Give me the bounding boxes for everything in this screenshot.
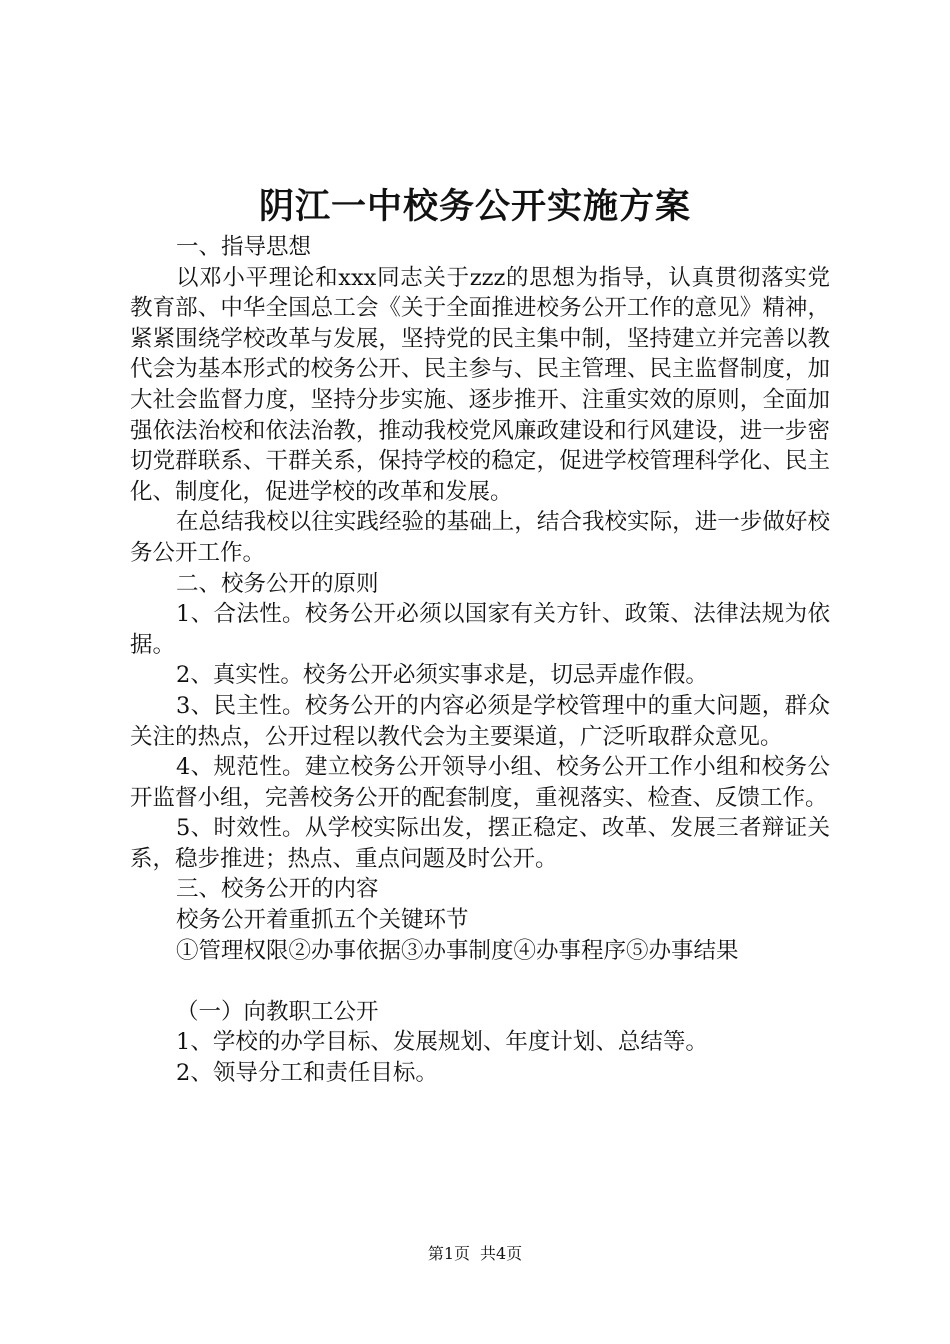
- document-paragraph: 3、民主性。校务公开的内容必须是学校管理中的重大问题，群众关注的热点，公开过程以教代会为主要渠道，广泛听取群众意见。: [130, 692, 830, 750]
- document-paragraph: 2、真实性。校务公开必须实事求是，切忌弄虚作假。: [176, 662, 708, 689]
- document-paragraph: 在总结我校以往实践经验的基础上，结合我校实际，进一步做好校务公开工作。: [130, 509, 830, 566]
- document-paragraph: ①管理权限②办事依据③办事制度④办事程序⑤办事结果: [176, 937, 739, 964]
- blank-line: [130, 966, 830, 997]
- document-paragraph: 1、合法性。校务公开必须以国家有关方针、政策、法律法规为依据。: [130, 601, 830, 658]
- page-total: 共4页: [480, 1244, 523, 1263]
- document-paragraph: 二、校务公开的原则: [176, 570, 379, 597]
- document-body: [130, 232, 830, 1089]
- document-paragraph: 1、学校的办学目标、发展规划、年度计划、总结等。: [176, 1029, 708, 1056]
- document-paragraph: 三、校务公开的内容: [176, 876, 379, 903]
- document-paragraph: 校务公开着重抓五个关键环节: [176, 907, 469, 934]
- document-paragraph: 4、规范性。建立校务公开领导小组、校务公开工作小组和校务公开监督小组，完善校务公开的配套制度，重视落实、检查、反馈工作。: [130, 754, 830, 811]
- document-paragraph: 5、时效性。从学校实际出发，摆正稳定、改革、发展三者辩证关系，稳步推进；热点、重点问题及时公开。: [130, 815, 830, 872]
- document-title: 阴江一中校务公开实施方案: [258, 186, 691, 227]
- document-paragraph: （一）向教职工公开: [176, 998, 379, 1025]
- page-footer: [0, 1243, 950, 1265]
- document-paragraph: 一、指导思想: [176, 234, 312, 260]
- page-number: 第1页: [427, 1244, 470, 1263]
- document-paragraph: 2、领导分工和责任目标。: [176, 1060, 438, 1087]
- document-paragraph: 以邓小平理论和xxx同志关于zzz的思想为指导，认真贯彻落实党教育部、中华全国总工会《关于全面推进校务公开工作的意见》精神，紧紧围绕学校改革与发展，坚持党的民主集中制，坚持建立并完善以教代会为基本形式的校务公开、民主参与、民主管理、民主监督制度，加大社会监督力度，坚持分步实施、逐步推开、注重实效的原则，全面加强依法治校和依法治教，推动我校党风廉政建设和行风建设，进一步密切党群联系、干群关系，保持学校的稳定，促进学校管理科学化、民主化、制度化，促进学校的改革和发展。: [130, 264, 830, 505]
